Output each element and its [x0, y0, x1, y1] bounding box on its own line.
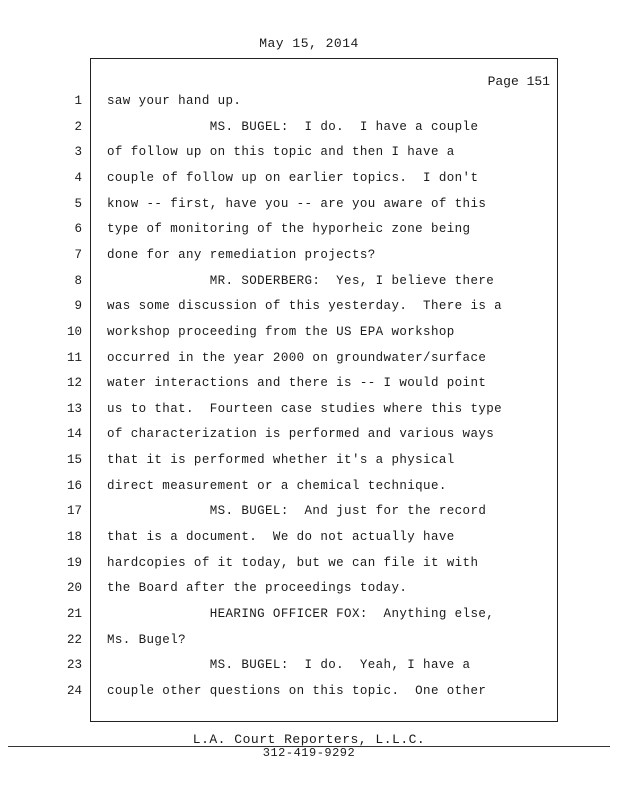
transcript-line-text: MR. SODERBERG: Yes, I believe there — [107, 273, 495, 288]
line-number: 2 — [74, 119, 82, 134]
line-number: 21 — [66, 607, 82, 621]
line-number: 8 — [74, 273, 82, 288]
transcript-line-text: that is a document. We do not actually have — [107, 530, 455, 545]
transcript-line-text: hardcopies of it today, but we can file it with — [107, 555, 479, 570]
transcript-line-text: Ms. Bugel? — [107, 632, 187, 647]
transcript-line-text: that it is performed whether it's a physical — [107, 453, 455, 468]
line-number: 11 — [66, 350, 82, 365]
transcript-line-text: us to that. Fourteen case studies where this type — [107, 401, 503, 416]
transcript-line-text: occurred in the year 2000 on groundwater/surface — [107, 350, 487, 365]
transcript-line-text: workshop proceeding from the US EPA workshop — [107, 324, 455, 339]
line-number: 5 — [74, 196, 82, 211]
page-number: Page 151 — [487, 74, 550, 89]
transcript-line-text: know -- first, have you -- are you aware of this — [107, 196, 487, 211]
transcript-line-text: type of monitoring of the hyporheic zone being — [107, 222, 471, 237]
line-number: 10 — [66, 324, 82, 339]
transcript-line-text: MS. BUGEL: I do. I have a couple — [107, 119, 479, 134]
line-number: 4 — [74, 170, 82, 185]
line-number: 14 — [66, 427, 82, 442]
line-number: 15 — [66, 453, 82, 468]
transcript-line-text: of characterization is performed and various ways — [107, 427, 495, 442]
transcript-line-text: done for any remediation projects? — [107, 247, 376, 262]
line-number: 12 — [66, 376, 82, 391]
transcript-line-text: water interactions and there is -- I would point — [107, 376, 487, 391]
line-number: 22 — [66, 632, 82, 647]
transcript-line-text: MS. BUGEL: I do. Yeah, I have a — [107, 658, 471, 673]
line-number: 6 — [74, 222, 82, 237]
line-number: 18 — [66, 530, 82, 545]
transcript-line-text: the Board after the proceedings today. — [107, 581, 408, 596]
line-number: 24 — [66, 683, 82, 698]
line-number: 3 — [74, 145, 82, 160]
transcript-line-text: saw your hand up. — [107, 94, 242, 108]
line-number: 20 — [66, 581, 82, 596]
transcript-line-text: MS. BUGEL: And just for the record — [107, 504, 487, 519]
line-number: 19 — [66, 555, 82, 570]
line-number: 23 — [66, 658, 82, 673]
transcript-line-text: of follow up on this topic and then I have a — [107, 145, 455, 160]
line-number: 16 — [66, 478, 82, 493]
line-number: 9 — [74, 299, 82, 314]
transcript-line-text: was some discussion of this yesterday. There is a — [107, 299, 503, 314]
line-number: 7 — [74, 247, 82, 262]
transcript-line-text: direct measurement or a chemical technique. — [107, 478, 447, 493]
transcript-line-text: couple of follow up on earlier topics. I don't — [107, 170, 479, 185]
footer-company: L.A. Court Reporters, L.L.C. — [192, 732, 426, 747]
header-date: May 15, 2014 — [259, 36, 359, 51]
line-number: 13 — [66, 401, 82, 416]
line-number: 1 — [74, 94, 82, 108]
footer-phone: 312-419-9292 — [262, 746, 356, 760]
transcript-line-text: couple other questions on this topic. One other — [107, 683, 487, 698]
transcript-line-text: HEARING OFFICER FOX: Anything else, — [107, 607, 495, 621]
line-number: 17 — [66, 504, 82, 519]
